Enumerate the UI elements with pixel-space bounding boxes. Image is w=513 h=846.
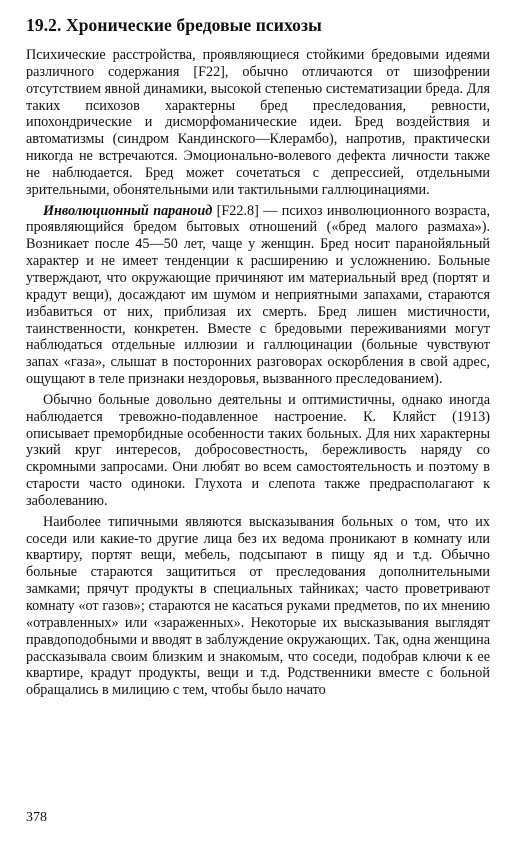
paragraph-text: [F22.8] — психоз инволюционного возраста, проявляющийся бредом бытовых отношений («бред малого размаха»). Возникает после 45—50 лет, чаще у женщин. Бред носит паранойяльный характер и не имеет тенденции к расширению и усложнению. Больные утверждают, что окружающие причиняют им материальный вред (портят и крадут вещи), досаждают им шумом и неприятными запахами, стараются избавиться от них, приблизая их смерть. Бред лишен мистичности, таинственности, конкретен. Вместе с бредовыми переживаниями могут наблюдаться отдельные иллюзии и галлюцинации (больные чувствуют запах «газа», слышат в посторонних разговорах оскорбления в свой адрес, ощущают в теле признаки нездоровья, вызванного преследованием). — [26, 202, 490, 388]
term-involutional-paranoid: Инволюционный параноид — [43, 202, 213, 219]
page-number: 378 — [26, 810, 47, 825]
section-heading: 19.2. Хронические бредовые психозы — [26, 15, 322, 35]
paragraph-text: Обычно больные довольно деятельны и оптимистичны, однако иногда наблюдается тревожно-подавленное настроение. К. Кляйст (1913) описывает преморбидные особенности таких больных. Для них характерны узкий круг интересов, добросовестность, бережливость наряду со скромными запросами. Они любят во всем самостоятельность и поэтому в старости часто одиноки. Глухота и слепота также предрасполагают к заболеванию. — [26, 391, 490, 509]
page-content — [26, 14, 490, 699]
paragraph-intro — [26, 47, 490, 199]
paragraph-premorbid — [26, 392, 490, 510]
paragraph-involutional-paranoid — [26, 203, 490, 388]
paragraph-text: Наиболее типичными являются высказывания больных о том, что их соседи или какие-то другие лица без их ведома проникают в комнату или квартиру, портят вещи, мебель, подсыпают в пищу яд и т.д. Обычно больные стараются защититься от преследования дополнительными замками; прячут продукты в специальных тайниках; часто проветривают комнату «от газов»; стараются не касаться руками предметов, по их мнению «отравленных» или «зараженных». Некоторые их высказывания выглядят правдоподобными и вводят в заблуждение окружающих. Так, одна женщина рассказывала своим близким и знакомым, что соседи, подобрав ключи к ее квартире, крадут продукты, вещи и т.д. Родственники вместе с больной обращались в милицию с тем, чтобы было начато — [26, 513, 490, 699]
paragraph-typical-statements — [26, 514, 490, 699]
paragraph-text: Психические расстройства, проявляющиеся стойкими бредовыми идеями различного содержания [F22], обычно отличаются от шизофрении отсутствием явной динамики, высокой степенью систематизации бреда. Для таких психозов характерны бред преследования, ревности, ипохондрические и дисморфоманические идеи. Бред воздействия и автоматизмы (синдром Кандинского—Клерамбо), напротив, практически никогда не встречаются. Эмоционально-волевого дефекта личности также не наблюдается. Бред может сочетаться с депрессией, отдельными зрительными, обонятельными или тактильными галлюцинациями. — [26, 47, 490, 198]
